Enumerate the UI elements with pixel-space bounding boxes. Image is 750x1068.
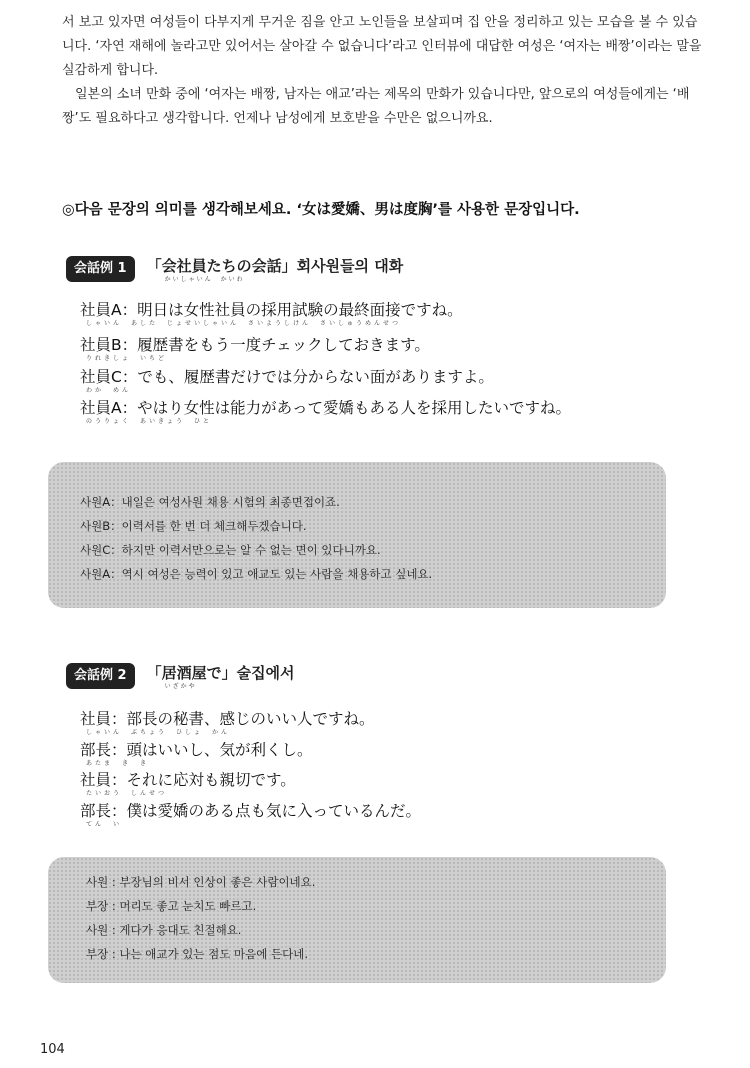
dialogue-text: 部長：頭はいいし、気が利くし。 <box>80 741 313 759</box>
example1-line-2 <box>80 335 430 363</box>
dialogue-ruby: あたま き き <box>86 760 150 767</box>
dialogue-text: 社員：それに応対も親切です。 <box>80 771 296 789</box>
dialogue-ruby: しゃいん ぶちょう ひしょ かん <box>86 729 231 736</box>
dialogue-text: 社員A：やはり女性は能力があって愛嬌もある人を採用したいですね。 <box>80 399 571 417</box>
example1-title-block <box>147 256 404 284</box>
example2-title: 「居酒屋で」술집에서 <box>146 664 295 682</box>
task-instruction: ◎다음 문장의 의미를 생각해보세요. ‘女は愛嬌、男は度胸’를 사용한 문장입니다. <box>62 202 580 218</box>
translation-line: 사원 : 게다가 응대도 친절해요. <box>86 923 242 937</box>
intro-text <box>62 11 702 131</box>
dialogue-text: 社員：部長の秘書、感じのいい人ですね。 <box>80 710 375 728</box>
example1-line-4 <box>80 398 571 426</box>
dialogue-ruby: たいおう しんせつ <box>86 790 168 797</box>
dialogue-ruby: りれきしょ いちど <box>86 355 168 362</box>
example1-title-ruby: かいしゃいん かいわ <box>164 276 245 283</box>
example1-line-3 <box>80 367 494 395</box>
dialogue-ruby: のうりょく あいきょう ひと <box>86 418 213 425</box>
example2-title-ruby: いざかや <box>164 683 197 690</box>
dialogue-ruby: てん い <box>86 821 123 828</box>
dialogue-ruby: しゃいん あした じょせいしゃいん さいようしけん さいしゅうめんせつ <box>86 320 402 327</box>
translation-line: 부장 : 나는 애교가 있는 점도 마음에 든다네. <box>86 947 308 961</box>
page-number: 104 <box>40 1042 65 1057</box>
dialogue-ruby: わか めん <box>86 387 132 394</box>
dialogue-text: 部長：僕は愛嬌のある点も気に入っているんだ。 <box>80 802 422 820</box>
example1-line-1 <box>80 300 463 328</box>
translation-line: 사원A：내일은 여성사원 채용 시험의 최종면접이죠. <box>80 495 340 509</box>
example2-translation-panel <box>48 857 666 983</box>
example2-badge: 会話例 2 <box>66 663 135 689</box>
translation-line: 사원C：하지만 이력서만으로는 알 수 없는 면이 있다니까요. <box>80 543 381 557</box>
translation-line: 사원 : 부장님의 비서 인상이 좋은 사람이네요. <box>86 875 316 889</box>
example1-title: 「会社員たちの会話」회사원들의 대화 <box>146 257 404 275</box>
translation-line: 사원A：역시 여성은 능력이 있고 애교도 있는 사람을 채용하고 싶네요. <box>80 567 433 581</box>
example2-header <box>66 663 295 691</box>
dialogue-text: 社員C：でも、履歴書だけでは分からない面がありますよ。 <box>80 368 494 386</box>
example2-title-block <box>147 663 295 691</box>
example2-line-4 <box>80 801 421 829</box>
translation-line: 사원B：이력서를 한 번 더 체크해두겠습니다. <box>80 519 307 533</box>
example2-line-2 <box>80 740 313 768</box>
translation-line: 부장 : 머리도 좋고 눈치도 빠르고. <box>86 899 257 913</box>
example1-badge: 会話例 1 <box>66 256 135 282</box>
example1-header <box>66 256 403 284</box>
example1-translation-panel <box>48 462 666 608</box>
example2-line-3 <box>80 770 296 798</box>
dialogue-text: 社員B：履歴書をもう一度チェックしておきます。 <box>80 336 430 354</box>
intro-paragraph-1: 서 보고 있자면 여성들이 다부지게 무거운 짐을 안고 노인들을 보살피며 집 안을 정리하고 있는 모습을 볼 수 있습니다. ‘자연 재해에 놀라고만 있어서는 살아갈 수 없습니다’라고 인터뷰에 대답한 여성은 ‘여자는 배짱’이라는 말을 실감하게 합니다. <box>62 15 702 78</box>
example2-line-1 <box>80 709 375 737</box>
dialogue-text: 社員A：明日は女性社員の採用試験の最終面接ですね。 <box>80 301 463 319</box>
intro-paragraph-2: 일본의 소녀 만화 중에 ‘여자는 배짱, 남자는 애교’라는 제목의 만화가 있습니다만, 앞으로의 여성들에게는 ‘배짱’도 필요하다고 생각합니다. 언제나 남성에게 보호받을 수만은 없으니까요. <box>62 87 690 126</box>
